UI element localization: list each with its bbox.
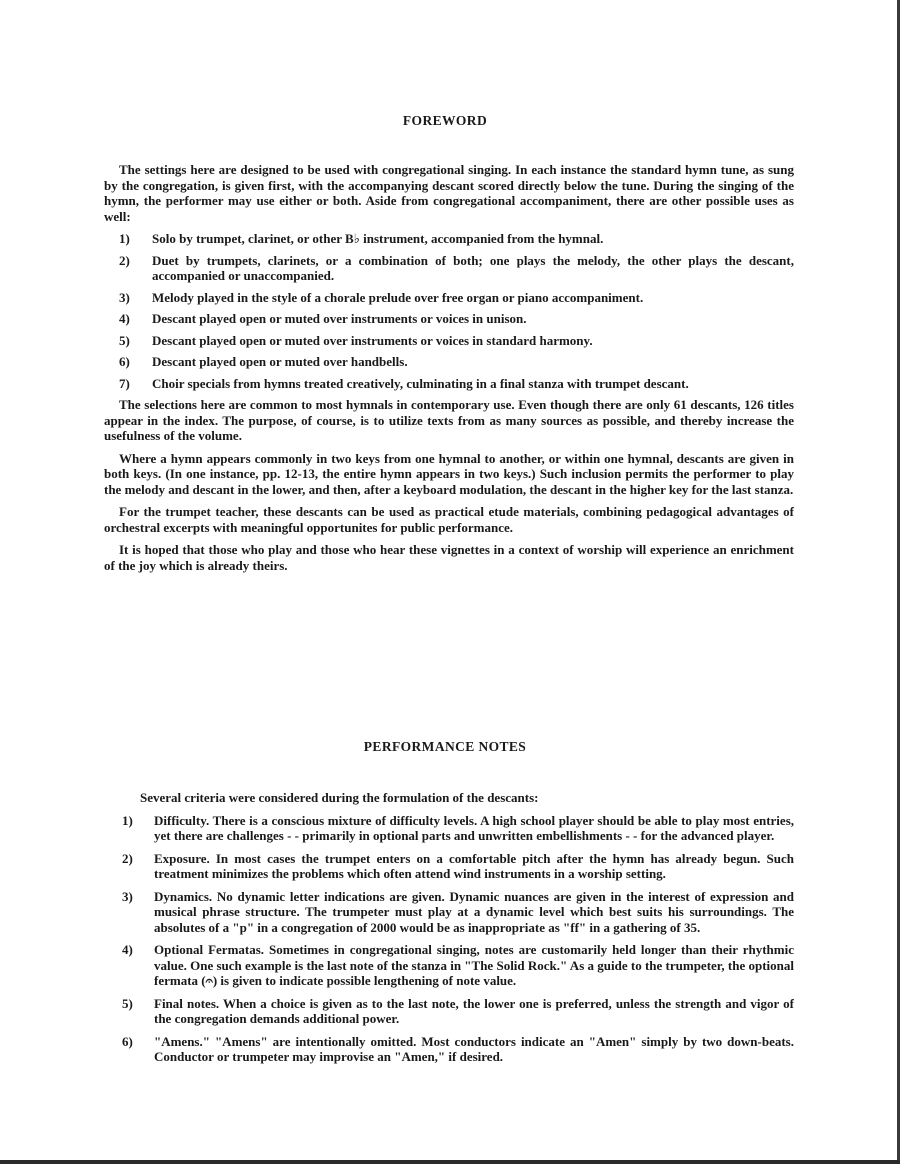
list-item-number: 4) [122,942,133,957]
foreword-section [104,162,794,580]
list-item-text: Melody played in the style of a chorale prelude over free organ or piano accompaniment. [152,289,644,305]
performance-notes-section [104,790,794,1072]
list-item [104,1034,794,1065]
list-item-number: 7) [119,375,130,391]
list-item-text: Duet by trumpets, clarinets, or a combination of both; one plays the melody, the other plays the descant, accompanied or unaccompanied. [152,252,794,283]
list-item-number: 6) [122,1033,133,1049]
list-item [104,253,794,284]
list-item-text: Descant played open or muted over handbells. [152,354,408,369]
performance-notes-title: PERFORMANCE NOTES [363,739,527,754]
list-item [104,889,794,936]
page-edge-bottom [0,1160,900,1164]
list-item [104,354,794,370]
foreword-paragraph: It is hoped that those who play and those who hear these vignettes in a context of worship will experience an enrichment of the joy which is already theirs. [104,542,794,573]
list-item-number: 3) [122,888,133,904]
list-item [104,996,794,1027]
list-item-number: 3) [119,289,130,305]
list-item-number: 4) [119,311,130,326]
performance-criteria-list [104,813,794,1065]
foreword-title: FOREWORD [402,113,488,128]
list-item [104,376,794,392]
list-item-number: 2) [119,252,130,268]
list-item [104,942,794,989]
list-item-number: 1) [119,231,130,246]
foreword-intro: The settings here are designed to be used with congregational singing. In each instance the standard hymn tune, as sung by the congregation, is given first, with the accompanying descant scored directly below the tune. During the singing of the hymn, the performer may use either or both. Aside from congregational accompaniment, there are other possible uses as well: [104,162,794,224]
foreword-uses-list [104,231,794,391]
list-item-text: Final notes. When a choice is given as to the last note, the lower one is preferred, unless the strength and vigor of the congregation demands additional power. [154,995,794,1026]
list-item-text: Descant played open or muted over instruments or voices in standard harmony. [152,332,593,348]
foreword-paragraph: Where a hymn appears commonly in two keys from one hymnal to another, or within one hymnal, descants are given in both keys. (In one instance, pp. 12-13, the entire hymn appears in two keys.) Such inclusion permits the performer to play the melody and descant in the lower, and then, after a keyboard modulation, the descant in the higher key for the last stanza. [104,450,794,497]
list-item-number: 5) [122,995,133,1011]
list-item-text: Choir specials from hymns treated creatively, culminating in a final stanza with trumpet descant. [152,375,689,391]
performance-notes-intro: Several criteria were considered during the formulation of the descants: [140,790,539,805]
list-item [104,290,794,306]
foreword-paragraph: The selections here are common to most hymnals in contemporary use. Even though there are only 61 descants, 126 titles appear in the index. The purpose, of course, is to utilize texts from as many sources as possible, and thereby increase the usefulness of the volume. [104,397,794,443]
list-item-text: Descant played open or muted over instruments or voices in unison. [152,311,527,326]
list-item-text: Dynamics. No dynamic letter indications are given. Dynamic nuances are given in the interest of expression and musical phrase structure. The trumpeter must play at a dynamic level which best suits his surroundings. The absolutes of a "p" in a congregation of 2000 would be as inappropriate as "ff" in a gathering of 35. [154,888,794,935]
list-item-text: Difficulty. There is a conscious mixture of difficulty levels. A high school player should be able to play most entries, yet there are challenges - - primarily in optional parts and unwritten embellishments - - for the advanced player. [154,812,794,843]
list-item-text: Optional Fermatas. Sometimes in congregational singing, notes are customarily held longer than their rhythmic value. One such example is the last note of the stanza in "The Solid Rock." As a guide to the trumpeter, the optional fermata (𝄐) is given to indicate possible lengthening of note value. [154,942,794,988]
list-item [104,231,794,247]
list-item [104,333,794,349]
list-item-number: 1) [122,812,133,828]
list-item-number: 2) [122,850,133,866]
list-item-text: Exposure. In most cases the trumpet enters on a comfortable pitch after the hymn has already begun. Such treatment minimizes the problems which often attend wind instruments in a worship setting. [154,850,794,881]
list-item-text: "Amens." "Amens" are intentionally omitted. Most conductors indicate an "Amen" simply by two down-beats. Conductor or trumpeter may improvise an "Amen," if desired. [154,1033,794,1064]
list-item-number: 5) [119,332,130,348]
list-item [104,311,794,327]
foreword-paragraph: For the trumpet teacher, these descants can be used as practical etude materials, combining pedagogical advantages of orchestral excerpts with meaningful opportunites for public performance. [104,504,794,535]
list-item [104,851,794,882]
list-item [104,813,794,844]
list-item-text: Solo by trumpet, clarinet, or other B♭ instrument, accompanied from the hymnal. [152,231,604,246]
list-item-number: 6) [119,354,130,369]
